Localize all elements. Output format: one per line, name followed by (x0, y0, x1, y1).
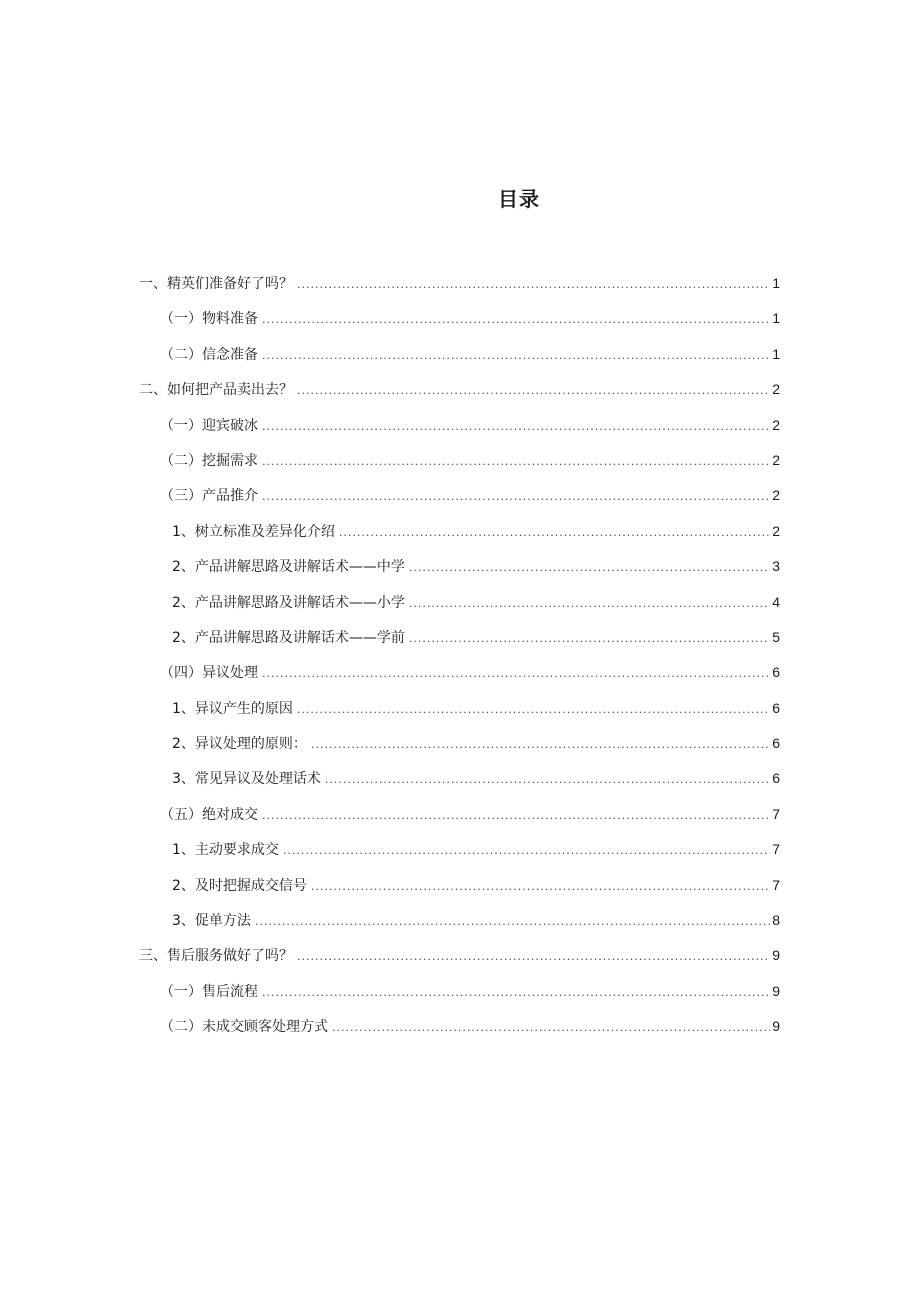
toc-entry[interactable] (139, 655, 780, 690)
toc-page-number: 9 (772, 947, 780, 964)
toc-dot-leader (262, 975, 770, 1010)
table-of-contents (139, 266, 780, 1045)
toc-page-number: 3 (772, 558, 780, 575)
toc-entry[interactable] (139, 761, 780, 796)
toc-page-number: 2 (772, 416, 780, 433)
toc-page-number: 7 (772, 841, 780, 858)
toc-entry-text: 3、促单方法 (172, 913, 251, 930)
toc-page-number: 8 (772, 912, 780, 929)
toc-entry[interactable] (139, 266, 780, 301)
toc-entry[interactable] (139, 832, 780, 867)
toc-entry-text: 1、树立标准及差异化介绍 (172, 523, 335, 540)
toc-entry[interactable] (139, 443, 780, 478)
toc-entry[interactable] (139, 514, 780, 549)
toc-dot-leader (332, 1010, 770, 1045)
toc-page-number: 1 (772, 275, 780, 291)
toc-entry[interactable] (139, 301, 780, 336)
toc-entry[interactable] (139, 337, 780, 372)
toc-entry-text: （一）售后流程 (160, 983, 258, 1000)
toc-page-number: 7 (772, 876, 780, 893)
toc-entry[interactable] (139, 585, 780, 620)
toc-page-number: 1 (772, 310, 780, 327)
toc-entry[interactable] (139, 974, 780, 1009)
toc-dot-leader (409, 586, 770, 621)
toc-dot-leader (297, 373, 770, 408)
toc-dot-leader (409, 550, 770, 585)
toc-dot-leader (262, 798, 770, 833)
toc-entry[interactable] (139, 903, 780, 938)
toc-page-number: 4 (772, 593, 780, 610)
toc-dot-leader (409, 621, 770, 656)
toc-page-number: 5 (772, 628, 780, 645)
toc-dot-leader (297, 267, 770, 302)
toc-entry-text: 3、常见异议及处理话术 (172, 771, 321, 788)
toc-entry-text: 2、产品讲解思路及讲解话术——小学 (172, 594, 405, 611)
toc-dot-leader (311, 727, 770, 762)
toc-dot-leader (262, 656, 770, 691)
toc-page-number: 2 (772, 381, 780, 398)
toc-entry-text: （二）未成交顾客处理方式 (160, 1019, 328, 1036)
toc-entry[interactable] (139, 620, 780, 655)
toc-entry[interactable] (139, 408, 780, 443)
toc-entry-text: 1、异议产生的原因 (172, 700, 293, 717)
toc-page-number: 6 (772, 770, 780, 787)
toc-entry-text: （一）迎宾破冰 (160, 417, 258, 434)
toc-entry-text: 2、产品讲解思路及讲解话术——中学 (172, 559, 405, 576)
toc-entry-text: 一、精英们准备好了吗？ (139, 276, 293, 292)
toc-page-number: 7 (772, 805, 780, 822)
toc-page-number: 2 (772, 451, 780, 468)
toc-dot-leader (262, 409, 770, 444)
toc-dot-leader (255, 904, 770, 939)
toc-entry[interactable] (139, 938, 780, 973)
toc-entry-text: （二）信念准备 (160, 346, 258, 363)
toc-entry-text: （一）物料准备 (160, 311, 258, 328)
toc-entry[interactable] (139, 691, 780, 726)
toc-entry[interactable] (139, 372, 780, 407)
toc-page-number: 2 (772, 522, 780, 539)
toc-page-number: 9 (772, 1018, 780, 1035)
toc-dot-leader (311, 869, 770, 904)
toc-dot-leader (339, 515, 770, 550)
toc-entry-text: 三、售后服务做好了吗？ (139, 948, 293, 965)
toc-dot-leader (325, 762, 770, 797)
toc-entry[interactable] (139, 549, 780, 584)
toc-page-number: 6 (772, 664, 780, 681)
toc-entry-text: 1、主动要求成交 (172, 842, 279, 859)
toc-entry-text: （三）产品推介 (160, 488, 258, 505)
toc-dot-leader (262, 444, 770, 479)
toc-entry[interactable] (139, 478, 780, 513)
toc-entry-text: 2、产品讲解思路及讲解话术——学前 (172, 629, 405, 646)
toc-entry[interactable] (139, 797, 780, 832)
toc-entry-text: 二、如何把产品卖出去？ (139, 382, 293, 399)
toc-dot-leader (262, 302, 770, 337)
toc-dot-leader (262, 338, 770, 373)
toc-page-number: 1 (772, 345, 780, 362)
toc-dot-leader (297, 939, 770, 974)
toc-entry-text: （二）挖掘需求 (160, 452, 258, 469)
toc-entry[interactable] (139, 1009, 780, 1044)
toc-dot-leader (283, 833, 770, 868)
toc-dot-leader (297, 692, 770, 727)
toc-entry-text: 2、及时把握成交信号 (172, 877, 307, 894)
toc-entry-text: 2、异议处理的原则： (172, 736, 307, 753)
toc-page-number: 9 (772, 982, 780, 999)
toc-entry-text: （五）绝对成交 (160, 806, 258, 823)
toc-page-number: 6 (772, 735, 780, 752)
page-title: 目录 (498, 187, 540, 211)
toc-page-number: 2 (772, 487, 780, 504)
toc-entry[interactable] (139, 868, 780, 903)
toc-entry[interactable] (139, 726, 780, 761)
toc-page-number: 6 (772, 699, 780, 716)
toc-dot-leader (262, 479, 770, 514)
toc-entry-text: （四）异议处理 (160, 665, 258, 682)
